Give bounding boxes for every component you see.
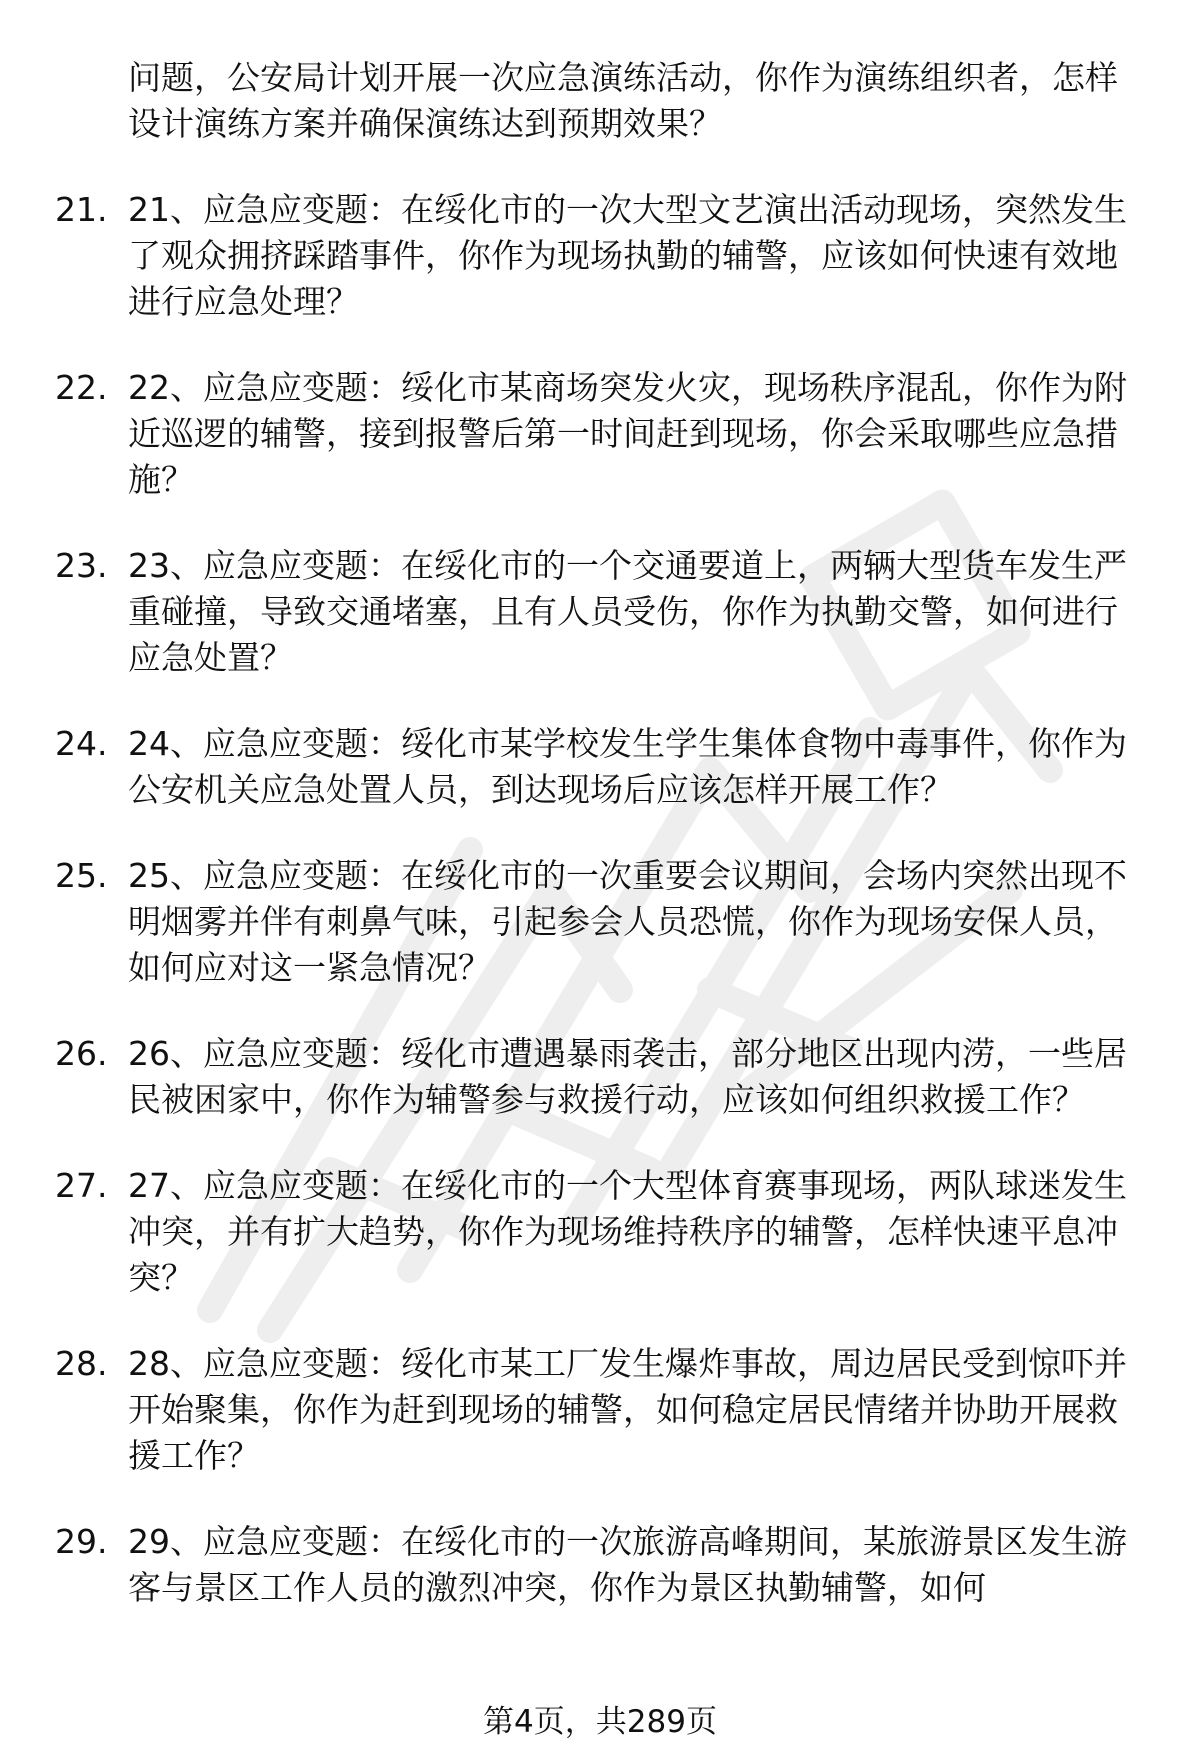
list-item-number: 21. [55,190,108,229]
list-item [0,853,1200,991]
list-item-number: 28. [55,1344,108,1383]
list-item [0,1163,1200,1301]
list-item-number: 29. [55,1522,108,1561]
list-item-number: 22. [55,368,108,407]
list-item-number: 26. [55,1034,108,1073]
list-item [0,187,1200,325]
list-item-text: 23、应急应变题：在绥化市的一个交通要道上，两辆大型货车发生严重碰撞，导致交通堵塞，且有人员受伤，你作为执勤交警，如何进行应急处置？ [128,546,1127,677]
list-item-text: 25、应急应变题：在绥化市的一次重要会议期间，会场内突然出现不明烟雾并伴有刺鼻气味，引起参会人员恐慌，你作为现场安保人员，如何应对这一紧急情况？ [128,856,1127,987]
list-item [0,543,1200,681]
list-item-text: 27、应急应变题：在绥化市的一个大型体育赛事现场，两队球迷发生冲突，并有扩大趋势，你作为现场维持秩序的辅警，怎样快速平息冲突？ [128,1166,1127,1297]
list-item-number: 23. [55,546,108,585]
list-item-number: 25. [55,856,108,895]
page-number-footer: 第4页，共289页 [483,1704,717,1740]
list-item-text: 26、应急应变题：绥化市遭遇暴雨袭击，部分地区出现内涝，一些居民被困家中，你作为辅警参与救援行动，应该如何组织救援工作？ [128,1034,1127,1119]
question-list [0,55,1200,1651]
list-item-text: 22、应急应变题：绥化市某商场突发火灾，现场秩序混乱，你作为附近巡逻的辅警，接到报警后第一时间赶到现场，你会采取哪些应急措施？ [128,368,1127,499]
list-item-text: 29、应急应变题：在绥化市的一次旅游高峰期间，某旅游景区发生游客与景区工作人员的激烈冲突，你作为景区执勤辅警，如何 [128,1522,1127,1607]
list-item-text: 21、应急应变题：在绥化市的一次大型文艺演出活动现场，突然发生了观众拥挤踩踏事件，你作为现场执勤的辅警，应该如何快速有效地进行应急处理？ [128,190,1127,321]
list-item-text: 28、应急应变题：绥化市某工厂发生爆炸事故，周边居民受到惊吓并开始聚集，你作为赶到现场的辅警，如何稳定居民情绪并协助开展救援工作？ [128,1344,1127,1475]
intro-paragraph: 问题，公安局计划开展一次应急演练活动，你作为演练组织者，怎样设计演练方案并确保演练达到预期效果？ [128,58,1118,143]
list-item [0,721,1200,813]
list-item [0,365,1200,503]
list-item [0,1031,1200,1123]
list-item-number: 27. [55,1166,108,1205]
list-item-text: 24、应急应变题：绥化市某学校发生学生集体食物中毒事件，你作为公安机关应急处置人员，到达现场后应该怎样开展工作？ [128,724,1127,809]
list-item [0,1519,1200,1611]
list-item-number: 24. [55,724,108,763]
list-item [0,1341,1200,1479]
